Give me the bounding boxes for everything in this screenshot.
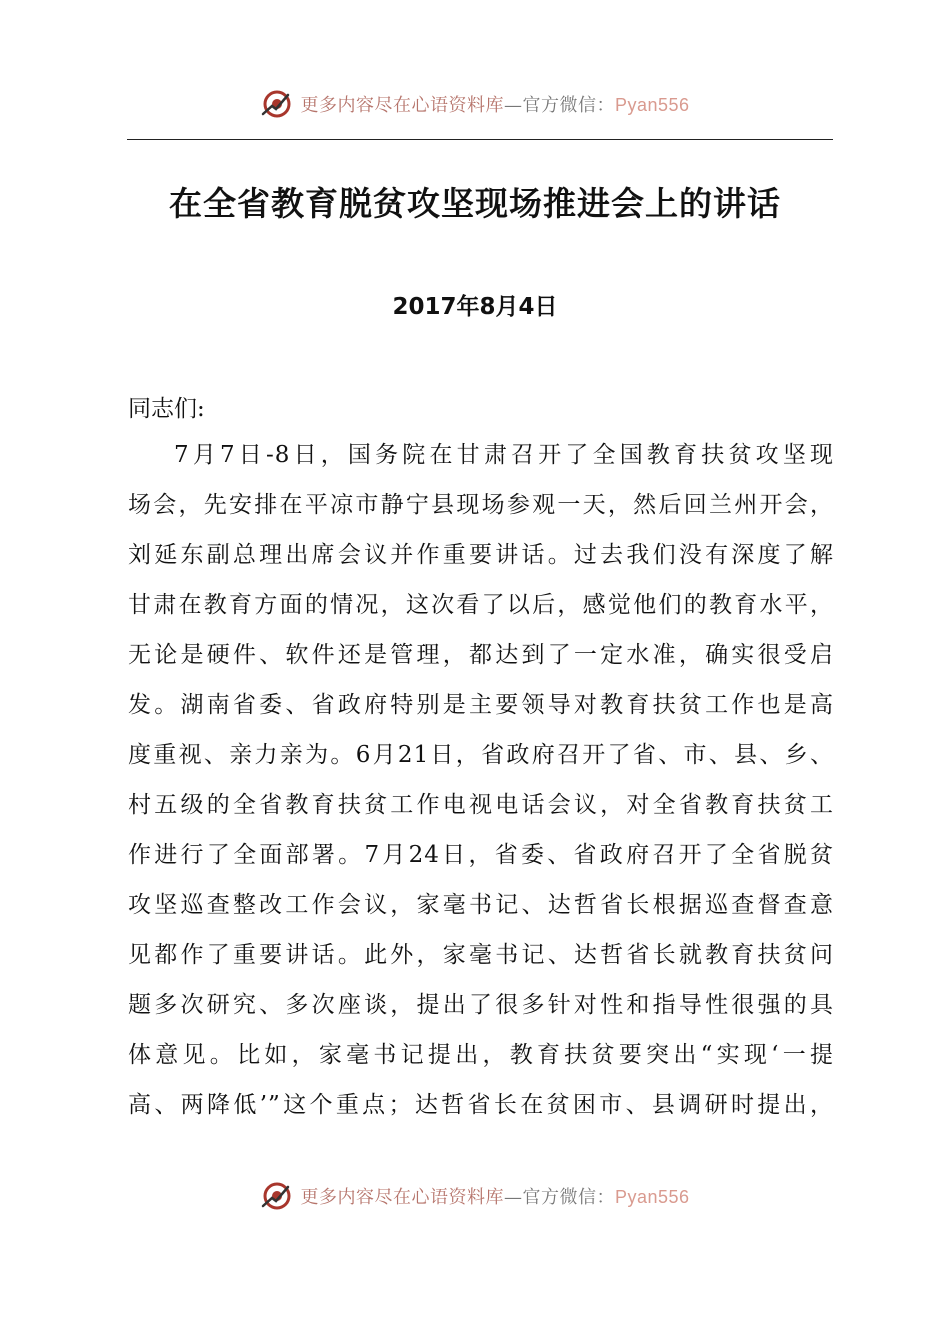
page-header <box>0 84 950 124</box>
body-line: 刘延东副总理出席会议并作重要讲话。过去我们没有深度了解 <box>128 542 834 568</box>
body-line: 发。湖南省委、省政府特别是主要领导对教育扶贫工作也是高 <box>128 692 834 718</box>
body-line: 度重视、亲力亲为。6月21日，省政府召开了省、市、县、乡、 <box>128 742 834 768</box>
header-divider <box>127 139 833 140</box>
footer-separator: — <box>503 1187 523 1208</box>
brand-logo-icon <box>260 1179 294 1213</box>
footer-banner-text: 更多内容尽在心语资料库 <box>300 1187 504 1208</box>
body-line: 甘肃在教育方面的情况，这次看了以后，感觉他们的教育水平， <box>128 592 834 618</box>
footer-wechat-id: Pyan556 <box>614 1187 690 1207</box>
body-line: 7月7日-8日，国务院在甘肃召开了全国教育扶贫攻坚现 <box>174 442 834 468</box>
body-line: 场会，先安排在平凉市静宁县现场参观一天，然后回兰州开会， <box>128 492 834 518</box>
document-body <box>128 430 834 1130</box>
footer-wechat-label: 官方微信： <box>522 1187 615 1208</box>
header-wechat-label: 官方微信： <box>522 95 615 116</box>
body-line: 作进行了全面部署。7月24日，省委、省政府召开了全省脱贫 <box>128 842 834 868</box>
brand-logo-icon <box>260 87 294 121</box>
body-line: 体意见。比如，家毫书记提出，教育扶贫要突出“实现‘一提 <box>128 1042 834 1068</box>
document-date: 2017年8月4日 <box>392 294 558 320</box>
body-line: 题多次研究、多次座谈，提出了很多针对性和指导性很强的具 <box>128 992 834 1018</box>
footer-banner <box>300 1183 689 1209</box>
body-line: 攻坚巡查整改工作会议，家毫书记、达哲省长根据巡查督查意 <box>128 892 834 918</box>
header-banner-text: 更多内容尽在心语资料库 <box>300 95 504 116</box>
header-separator: — <box>503 95 523 116</box>
header-wechat-id: Pyan556 <box>614 95 690 115</box>
document-title: 在全省教育脱贫攻坚现场推进会上的讲话 <box>169 184 781 223</box>
body-line: 无论是硬件、软件还是管理，都达到了一定水准，确实很受启 <box>128 642 834 668</box>
body-line: 村五级的全省教育扶贫工作电视电话会议，对全省教育扶贫工 <box>128 792 834 818</box>
header-banner <box>300 91 689 117</box>
body-line: 见都作了重要讲话。此外，家毫书记、达哲省长就教育扶贫问 <box>128 942 834 968</box>
page-footer <box>0 1176 950 1216</box>
body-line: 高、两降低’”这个重点；达哲省长在贫困市、县调研时提出， <box>128 1092 834 1118</box>
salutation: 同志们: <box>128 396 205 422</box>
